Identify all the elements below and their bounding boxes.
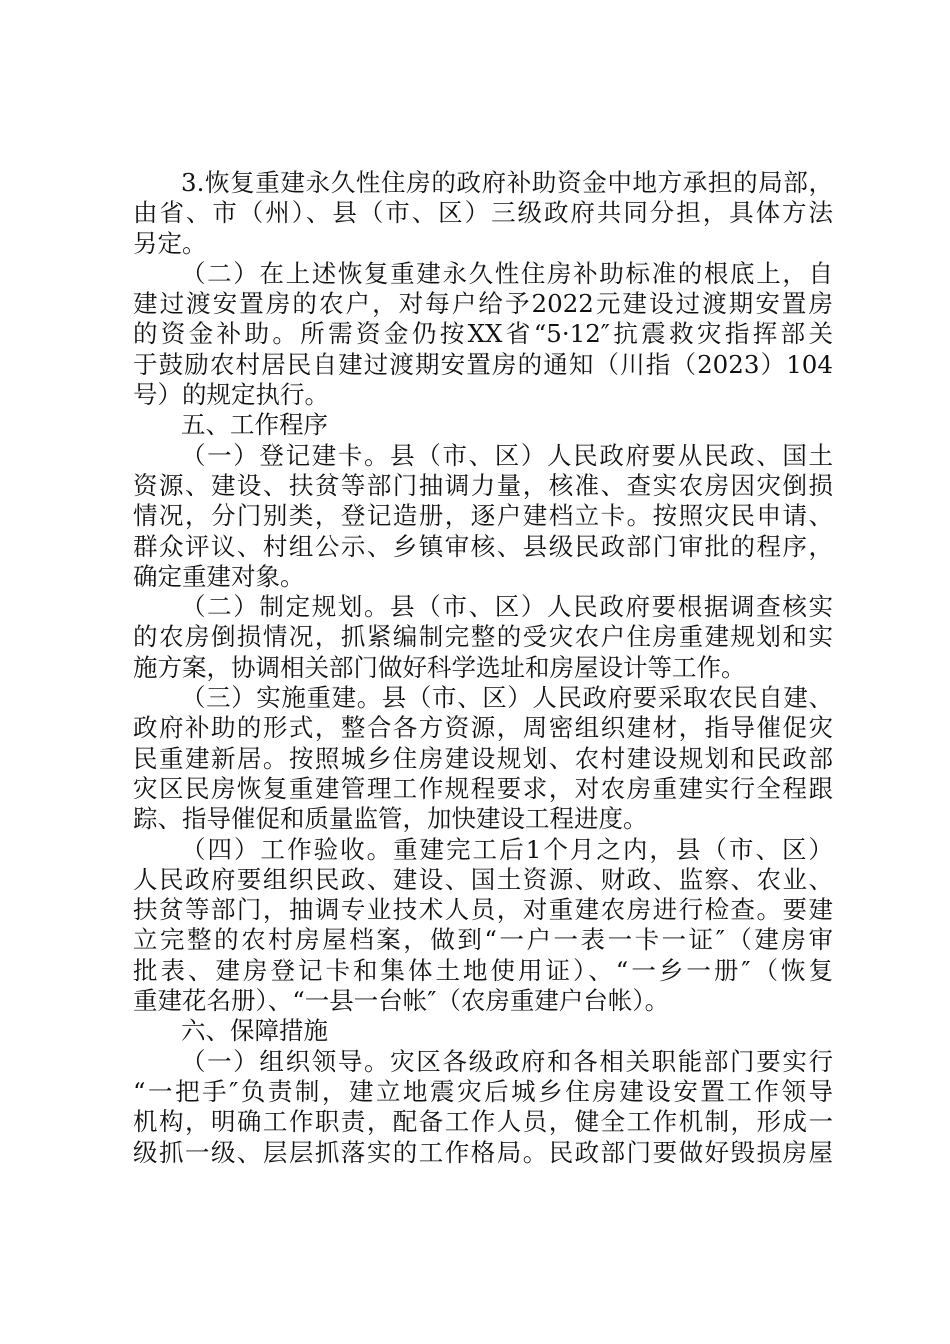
text-line: 踪、指导催促和质量监管，加快建设工程进度。 (133, 804, 648, 834)
text-line: （一）组织领导。灾区各级政府和各相关职能部门要实行 (181, 1046, 833, 1076)
text-line: 由省、市（州）、县（市、区）三级政府共同分担，具体方法 (133, 198, 833, 228)
text-line: （一）登记建卡。县（市、区）人民政府要从民政、国土 (181, 440, 833, 470)
text-line: 级抓一级、层层抓落实的工作格局。民政部门要做好毁损房屋 (133, 1137, 833, 1167)
text-line: 3.恢复重建永久性住房的政府补助资金中地方承担的局部， (181, 168, 833, 197)
text-line: （三）实施重建。县（市、区）人民政府要采取农民自建、 (181, 683, 833, 713)
text-line: 民重建新居。按照城乡住房建设规划、农村建设规划和民政部 (133, 743, 833, 773)
text-line: 于鼓励农村居民自建过渡期安置房的通知（川指（2023）104 (133, 349, 833, 379)
text-line: （四）工作验收。重建完工后1个月之内，县（市、区） (181, 834, 833, 864)
text-line: 情况，分门别类，登记造册，逐户建档立卡。按照灾民申请、 (133, 501, 833, 531)
text-line: 机构，明确工作职责，配备工作人员，健全工作机制，形成一 (133, 1107, 833, 1137)
text-line: 确定重建对象。 (133, 561, 305, 591)
text-line: 号）的规定执行。 (133, 380, 329, 410)
text-line: 立完整的农村房屋档案，做到“一户一表一卡一证″（建房审 (133, 925, 833, 955)
text-line: （二）在上述恢复重建永久性住房补助标准的根底上，自 (181, 258, 833, 288)
text-line: 施方案，协调相关部门做好科学选址和房屋设计等工作。 (133, 652, 746, 682)
text-line: 资源、建设、扶贫等部门抽调力量，核准、查实农房因灾倒损 (133, 470, 833, 500)
text-line: 群众评议、村组公示、乡镇审核、县级民政部门审批的程序， (133, 531, 833, 561)
text-line: 重建花名册）、“一县一台帐″（农房重建户台帐）。 (133, 986, 670, 1016)
text-line: 人民政府要组织民政、建设、国土资源、财政、监察、农业、 (133, 864, 833, 894)
text-line: 批表、建房登记卡和集体土地使用证）、“一乡一册″（恢复 (133, 955, 833, 985)
section-heading: 六、保障措施 (181, 1016, 328, 1046)
text-line: 扶贫等部门，抽调专业技术人员，对重建农房进行检查。要建 (133, 895, 833, 925)
text-line: 建过渡安置房的农户，对每户给予2022元建设过渡期安置房 (133, 289, 833, 319)
text-line: 的农房倒损情况，抓紧编制完整的受灾农户住房重建规划和实 (133, 622, 833, 652)
text-line: 灾区民房恢复重建管理工作规程要求，对农房重建实行全程跟 (133, 773, 833, 803)
section-heading: 五、工作程序 (181, 410, 328, 440)
text-line: 的资金补助。所需资金仍按XX省“5·12″抗震救灾指挥部关 (133, 319, 833, 349)
text-line: 另定。 (133, 228, 207, 258)
text-line: （二）制定规划。县（市、区）人民政府要根据调查核实 (181, 592, 833, 622)
document-body (133, 168, 833, 1168)
text-line: 政府补助的形式，整合各方资源，周密组织建材，指导催促灾 (133, 713, 833, 743)
text-line: “一把手″负责制，建立地震灾后城乡住房建设安置工作领导 (133, 1076, 833, 1106)
